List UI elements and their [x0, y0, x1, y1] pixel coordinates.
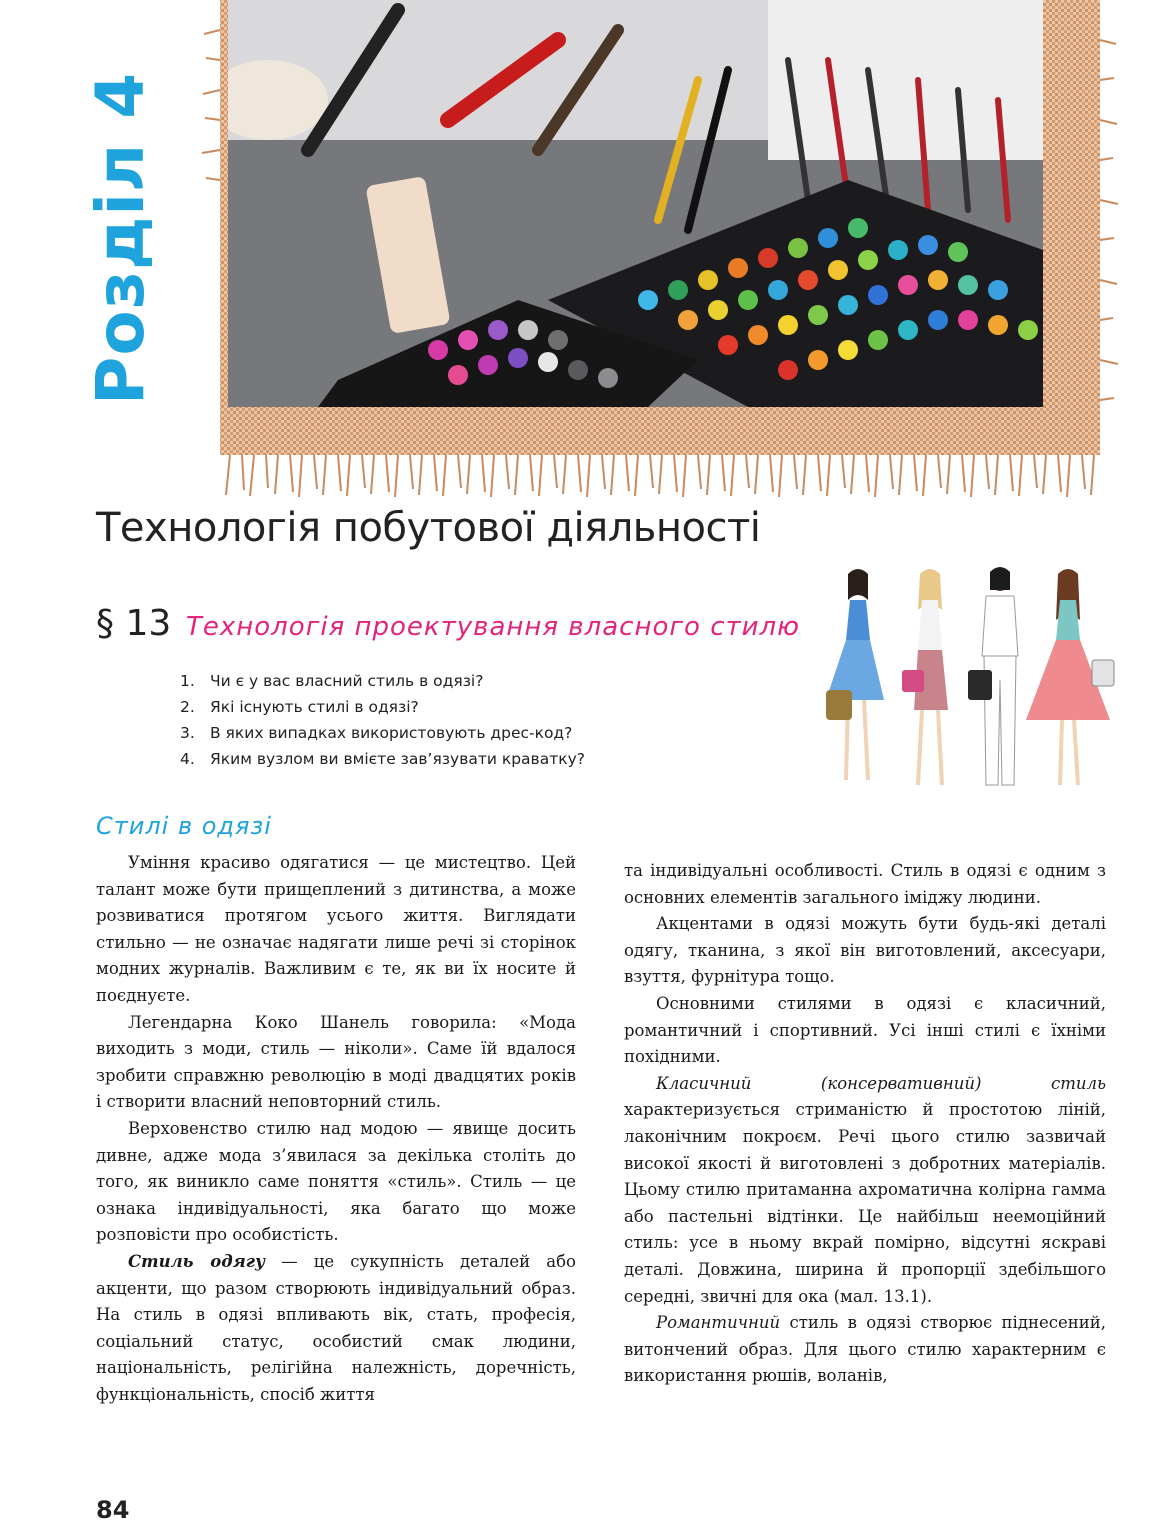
text-column-right — [624, 858, 1106, 1390]
question-item — [180, 746, 585, 772]
question-text: Яким вузлом ви вмієте зав’язувати краватку? — [210, 750, 585, 768]
body-paragraph: Уміння красиво одягатися — це мистецтво. Цей талант може бути прищеплений з дитинства, а може розвиватися протягом усього життя. Виглядати стильно — не означає надягати лише речі зі сторінок модних журналів. Важливим є те, як ви їх носите й поєднуєте. — [96, 853, 576, 1005]
subheading: Стилі в одязі — [96, 812, 272, 840]
text-column-left — [96, 850, 576, 1408]
body-paragraph — [624, 1310, 1106, 1390]
paragraph-number: § 13 — [96, 603, 172, 644]
question-text: В яких випадках використовують дрес-код? — [210, 724, 573, 742]
body-paragraph: та індивідуальні особливості. Стиль в одязі є одним з основних елементів загального іміджу людини. — [624, 861, 1106, 907]
body-paragraph — [96, 1249, 576, 1409]
body-paragraph: Акцентами в одязі можуть бути будь-які деталі одягу, тканина, з якої він виготовлений, аксесуари, взуття, фурнітура тощо. — [624, 914, 1106, 987]
body-paragraph — [624, 1071, 1106, 1310]
body-paragraph: Основними стилями в одязі є класичний, романтичний і спортивний. Усі інші стилі є їхніми похідними. — [624, 993, 1106, 1067]
paragraph-text: — це сукупність деталей або акценти, що разом створюють індивідуальний образ. На стиль в одязі впливають вік, стать, професія, соціальний статус, особистий смак людини, національність, релігійна належність, доречність, функціональність, спосіб життя — [96, 1251, 576, 1404]
question-text: Чи є у вас власний стиль в одязі? — [210, 672, 484, 690]
question-number: 1. — [180, 672, 195, 690]
review-questions — [180, 668, 585, 772]
fashion-illustration — [818, 560, 1128, 800]
chapter-label: Розділ 4 — [82, 71, 159, 405]
term: Стиль одягу — [128, 1251, 265, 1271]
term: Романтичний — [656, 1313, 781, 1333]
paragraph-text: стиль в одязі створює піднесений, витончений образ. Для цього стилю характерним є використання рюшів, воланів, — [624, 1313, 1106, 1386]
question-number: 2. — [180, 698, 195, 716]
term: Класичний (консервативний) стиль — [656, 1073, 1106, 1093]
question-item — [180, 694, 585, 720]
body-paragraph: Легендарна Коко Шанель говорила: «Мода виходить з моди, стиль — ніколи». Саме їй вдалося зробити справжню революцію в моді двадцятих років і створити власний неповторний стиль. — [96, 1012, 576, 1112]
cosmetics-photo — [228, 0, 1043, 407]
paragraph-text: характеризується стриманістю й простотою ліній, лаконічним покроєм. Речі цього стилю зазвичай високої якості й виготовлені з добротних матеріалів. Цьому стилю притаманна ахроматична колірна гамма або пастельні відтінки. Це найбільш неемоційний стиль: усе в ньому вкрай помірно, відсутні яскраві деталі. Довжина, ширина й пропорції здебільшого середні, звичні для ока (мал. 13.1). — [624, 1100, 1106, 1306]
question-text: Які існують стилі в одязі? — [210, 698, 419, 716]
question-number: 3. — [180, 724, 195, 742]
paragraph-title: Технологія проектування власного стилю — [186, 612, 801, 642]
question-number: 4. — [180, 750, 195, 768]
body-paragraph: Верховенство стилю над модою — явище досить дивне, адже мода з’явилася за декілька століть до того, як виникло саме поняття «стиль». Стиль — це ознака індивідуальності, яка багато що може розповісти про особистість. — [96, 1118, 576, 1245]
page-number: 84 — [96, 1496, 130, 1524]
question-item — [180, 668, 585, 694]
section-title: Технологія побутової діяльності — [96, 505, 761, 551]
question-item — [180, 720, 585, 746]
